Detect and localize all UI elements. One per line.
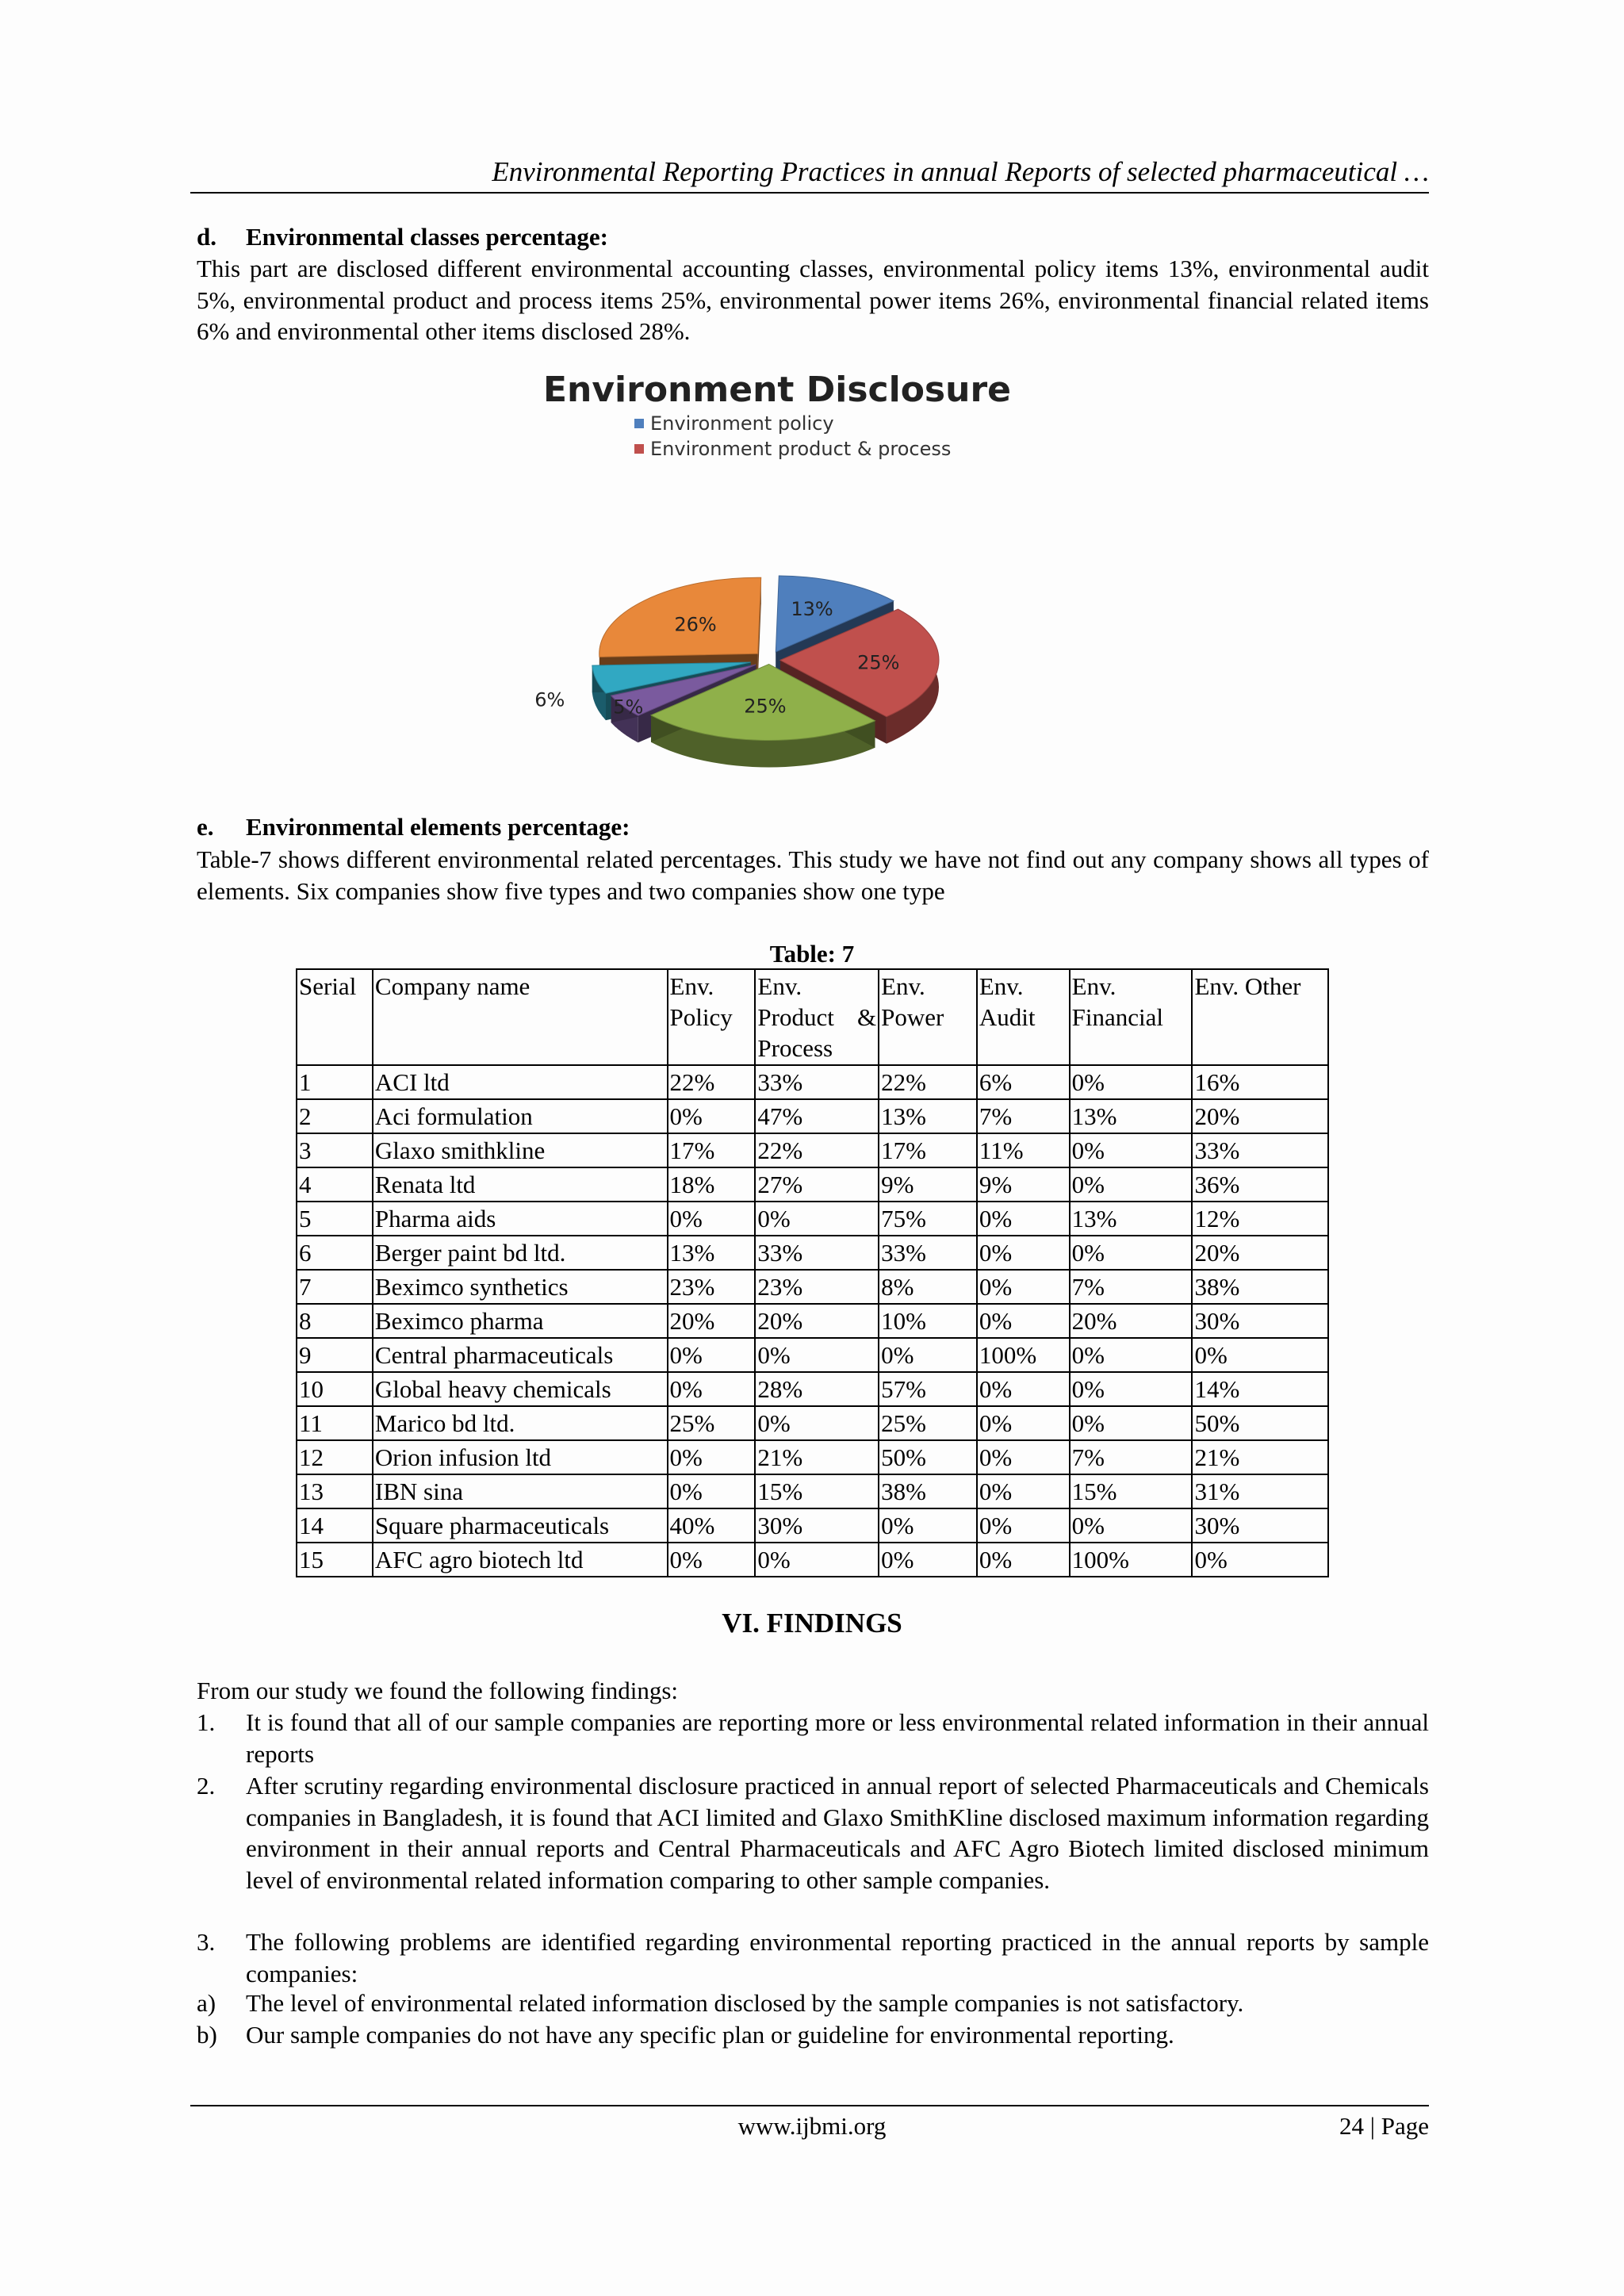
table-cell: 8% (879, 1270, 977, 1304)
table-cell: 38% (879, 1474, 977, 1508)
chart-legend (634, 412, 951, 460)
table-cell: 0% (977, 1270, 1070, 1304)
table-cell: 0% (1192, 1338, 1328, 1372)
table-cell: 7% (1070, 1270, 1193, 1304)
table-cell: 25% (879, 1406, 977, 1440)
column-header: Env. Product & Process (755, 969, 879, 1065)
pie-slice-label: 26% (674, 613, 717, 636)
table-cell: IBN sina (373, 1474, 668, 1508)
table-cell: 40% (668, 1508, 756, 1543)
table-cell: 9% (879, 1167, 977, 1202)
table-cell: 20% (755, 1304, 879, 1338)
pie-slices (534, 576, 939, 768)
table-cell: 0% (755, 1406, 879, 1440)
table-cell: 33% (755, 1236, 879, 1270)
table-cell: 0% (977, 1202, 1070, 1236)
finding-item (197, 2019, 1429, 2051)
table-cell: 20% (1070, 1304, 1193, 1338)
table-cell: 15% (1070, 1474, 1193, 1508)
table-row (297, 1440, 1328, 1474)
table-cell: 57% (879, 1372, 977, 1406)
table-cell: 21% (1192, 1440, 1328, 1474)
table-cell: 0% (879, 1508, 977, 1543)
table-row (297, 1099, 1328, 1133)
table-cell: 28% (755, 1372, 879, 1406)
finding-marker: a) (197, 1989, 216, 2017)
section-e-heading (197, 812, 630, 842)
table-cell: 5 (297, 1202, 373, 1236)
chart-title: Environment Disclosure (542, 370, 1012, 410)
table-cell: 12% (1192, 1202, 1328, 1236)
table-cell: 0% (977, 1406, 1070, 1440)
pie-slice-label: 25% (744, 695, 787, 718)
table-cell: 12 (297, 1440, 373, 1474)
table-row (297, 1202, 1328, 1236)
table-cell: 0% (879, 1338, 977, 1372)
table-cell: 0% (668, 1338, 756, 1372)
table-cell: 0% (668, 1099, 756, 1133)
legend-swatch (634, 419, 644, 428)
finding-item (197, 1926, 1429, 1989)
table-cell: Central pharmaceuticals (373, 1338, 668, 1372)
table-cell: 36% (1192, 1167, 1328, 1202)
table-cell: ACI ltd (373, 1065, 668, 1099)
table-cell: 50% (879, 1440, 977, 1474)
column-header: Env. Other (1192, 969, 1328, 1065)
table-cell: 0% (1070, 1338, 1193, 1372)
table-cell: 0% (755, 1202, 879, 1236)
header-rule (190, 192, 1429, 194)
table-cell: Orion infusion ltd (373, 1440, 668, 1474)
table-cell: 16% (1192, 1065, 1328, 1099)
table-row (297, 1133, 1328, 1167)
table-cell: 14% (1192, 1372, 1328, 1406)
table-cell: 23% (755, 1270, 879, 1304)
table-cell: 0% (668, 1440, 756, 1474)
pie-chart-svg (523, 365, 1031, 793)
table-row (297, 1372, 1328, 1406)
table-cell: 13% (879, 1099, 977, 1133)
table-row (297, 1065, 1328, 1099)
finding-item (197, 1987, 1429, 2019)
table-cell: 0% (755, 1338, 879, 1372)
section-d-label: d. (197, 223, 216, 251)
table-cell: Beximco synthetics (373, 1270, 668, 1304)
table-cell: 21% (755, 1440, 879, 1474)
table-cell: 4 (297, 1167, 373, 1202)
section-d-paragraph: This part are disclosed different environmental accounting classes, environmental policy items 13%, environmental audit 5%, environmental product and process items 25%, environmental power items 26%, environmental financial related items 6% and environmental other items disclosed 28%. (197, 255, 1429, 345)
table-cell: 6 (297, 1236, 373, 1270)
table-cell: 0% (1070, 1406, 1193, 1440)
findings-title: VI. FINDINGS (722, 1608, 902, 1639)
table-cell: 27% (755, 1167, 879, 1202)
table-cell: 22% (668, 1065, 756, 1099)
table-cell: 17% (668, 1133, 756, 1167)
table-cell: 22% (879, 1065, 977, 1099)
table-cell: 13% (1070, 1099, 1193, 1133)
section-e-label: e. (197, 813, 214, 841)
table-header-row (297, 969, 1328, 1065)
table-cell: Aci formulation (373, 1099, 668, 1133)
table-cell: 8 (297, 1304, 373, 1338)
table-cell: 75% (879, 1202, 977, 1236)
finding-item (197, 1707, 1429, 1769)
column-header: Env. Financial (1070, 969, 1193, 1065)
table-cell: Global heavy chemicals (373, 1372, 668, 1406)
column-header: Env. Audit (977, 969, 1070, 1065)
table-cell: 33% (879, 1236, 977, 1270)
table-cell: 0% (1070, 1372, 1193, 1406)
legend-label: Environment product & process (650, 438, 952, 460)
legend-label: Environment policy (650, 412, 834, 435)
section-e-title: Environmental elements percentage: (246, 813, 630, 841)
table-row (297, 1543, 1328, 1577)
table-cell: 0% (977, 1440, 1070, 1474)
finding-marker: 2. (197, 1772, 216, 1800)
table-cell: 23% (668, 1270, 756, 1304)
table-row (297, 1474, 1328, 1508)
column-header: Serial (297, 969, 373, 1065)
finding-item (197, 1770, 1429, 1895)
table-cell: 0% (1070, 1508, 1193, 1543)
finding-marker: b) (197, 2021, 217, 2049)
table-row (297, 1270, 1328, 1304)
table-row (297, 1508, 1328, 1543)
table-row (297, 1236, 1328, 1270)
legend-swatch (634, 444, 644, 454)
finding-text: The level of environmental related information disclosed by the sample companies is not satisfactory. (246, 1989, 1244, 2017)
table-cell: 0% (879, 1543, 977, 1577)
table-cell: 0% (1070, 1133, 1193, 1167)
table-cell: 0% (668, 1202, 756, 1236)
table-row (297, 1167, 1328, 1202)
table-cell: 0% (977, 1543, 1070, 1577)
footer-url: www.ijbmi.org (737, 2112, 887, 2140)
table-cell: 100% (977, 1338, 1070, 1372)
column-header: Company name (373, 969, 668, 1065)
table-cell: 0% (668, 1372, 756, 1406)
table-cell: 13% (668, 1236, 756, 1270)
table-cell: Marico bd ltd. (373, 1406, 668, 1440)
environment-disclosure-chart (523, 365, 1031, 793)
table-cell: 100% (1070, 1543, 1193, 1577)
footer-page-number: 24 | Page (1339, 2112, 1429, 2140)
table-cell: 11% (977, 1133, 1070, 1167)
table-body (297, 1065, 1328, 1577)
pie-slice-label: 13% (791, 598, 833, 620)
finding-text: Our sample companies do not have any specific plan or guideline for environmental reporting. (246, 2021, 1174, 2049)
table-cell: 1 (297, 1065, 373, 1099)
table-cell: 20% (1192, 1099, 1328, 1133)
table-cell: 50% (1192, 1406, 1328, 1440)
table-cell: 0% (1070, 1167, 1193, 1202)
pie-slice-label: 5% (613, 696, 644, 719)
section-d-heading (197, 222, 608, 252)
table-cell: 14 (297, 1508, 373, 1543)
running-header: Environmental Reporting Practices in annual Reports of selected pharmaceutical … (492, 156, 1429, 187)
table-cell: 0% (1070, 1065, 1193, 1099)
table-cell: 30% (1192, 1304, 1328, 1338)
table-cell: Beximco pharma (373, 1304, 668, 1338)
table-cell: 0% (977, 1474, 1070, 1508)
table-cell: 0% (977, 1372, 1070, 1406)
table-cell: 0% (1192, 1543, 1328, 1577)
table-cell: 0% (977, 1304, 1070, 1338)
table-cell: 7% (977, 1099, 1070, 1133)
environment-elements-table (296, 968, 1329, 1577)
footer-rule (190, 2105, 1429, 2106)
table-cell: 3 (297, 1133, 373, 1167)
table-cell: 22% (755, 1133, 879, 1167)
finding-text: After scrutiny regarding environmental disclosure practiced in annual report of selected Pharmaceuticals and Chemicals companies in Bangladesh, it is found that ACI limited and Glaxo SmithKline disclosed maximum information regarding environment in their annual reports and Central Pharmaceuticals and AFC Agro Biotech limited disclosed minimum level of environmental related information comparing to other sample companies. (246, 1772, 1429, 1894)
finding-marker: 1. (197, 1708, 216, 1736)
table-cell: 20% (668, 1304, 756, 1338)
table-cell: 0% (977, 1236, 1070, 1270)
table-cell: 47% (755, 1099, 879, 1133)
findings-intro: From our study we found the following findings: (197, 1677, 679, 1704)
table-cell: 0% (1070, 1236, 1193, 1270)
table-cell: 25% (668, 1406, 756, 1440)
table-cell: 17% (879, 1133, 977, 1167)
table-cell: 10 (297, 1372, 373, 1406)
table-cell: Berger paint bd ltd. (373, 1236, 668, 1270)
table-cell: 18% (668, 1167, 756, 1202)
table-cell: 30% (755, 1508, 879, 1543)
table-row (297, 1304, 1328, 1338)
table-cell: 0% (668, 1543, 756, 1577)
table-cell: Renata ltd (373, 1167, 668, 1202)
table-cell: 33% (755, 1065, 879, 1099)
table-cell: 9 (297, 1338, 373, 1372)
table-cell: Pharma aids (373, 1202, 668, 1236)
pie-slice-label: 25% (857, 651, 900, 674)
table-cell: 38% (1192, 1270, 1328, 1304)
table-cell: Square pharmaceuticals (373, 1508, 668, 1543)
table-cell: 15% (755, 1474, 879, 1508)
section-e-paragraph: Table-7 shows different environmental related percentages. This study we have not find out any company shows all types of elements. Six companies show five types and two companies show one type (197, 845, 1429, 905)
table-cell: 13% (1070, 1202, 1193, 1236)
table-cell: 0% (977, 1508, 1070, 1543)
finding-text: It is found that all of our sample companies are reporting more or less environmental related information in their annual reports (246, 1708, 1429, 1768)
table-cell: 31% (1192, 1474, 1328, 1508)
table-cell: 11 (297, 1406, 373, 1440)
table-cell: 13 (297, 1474, 373, 1508)
table-cell: 7 (297, 1270, 373, 1304)
table-caption: Table: 7 (769, 940, 855, 968)
table-cell: 33% (1192, 1133, 1328, 1167)
table-cell: AFC agro biotech ltd (373, 1543, 668, 1577)
table-cell: 20% (1192, 1236, 1328, 1270)
table-row (297, 1338, 1328, 1372)
finding-marker: 3. (197, 1928, 216, 1956)
table-cell: 0% (668, 1474, 756, 1508)
table-row (297, 1406, 1328, 1440)
pie-slice-label: 6% (534, 688, 565, 711)
finding-text: The following problems are identified regarding environmental reporting practiced in the annual reports by sample companies: (246, 1928, 1429, 1987)
table-cell: 2 (297, 1099, 373, 1133)
table-cell: 10% (879, 1304, 977, 1338)
table-cell: 7% (1070, 1440, 1193, 1474)
table-cell: Glaxo smithkline (373, 1133, 668, 1167)
section-d-title: Environmental classes percentage: (246, 223, 608, 251)
table-cell: 9% (977, 1167, 1070, 1202)
table-cell: 6% (977, 1065, 1070, 1099)
column-header: Env. Policy (668, 969, 756, 1065)
table-cell: 15 (297, 1543, 373, 1577)
column-header: Env. Power (879, 969, 977, 1065)
table-cell: 0% (755, 1543, 879, 1577)
table-cell: 30% (1192, 1508, 1328, 1543)
